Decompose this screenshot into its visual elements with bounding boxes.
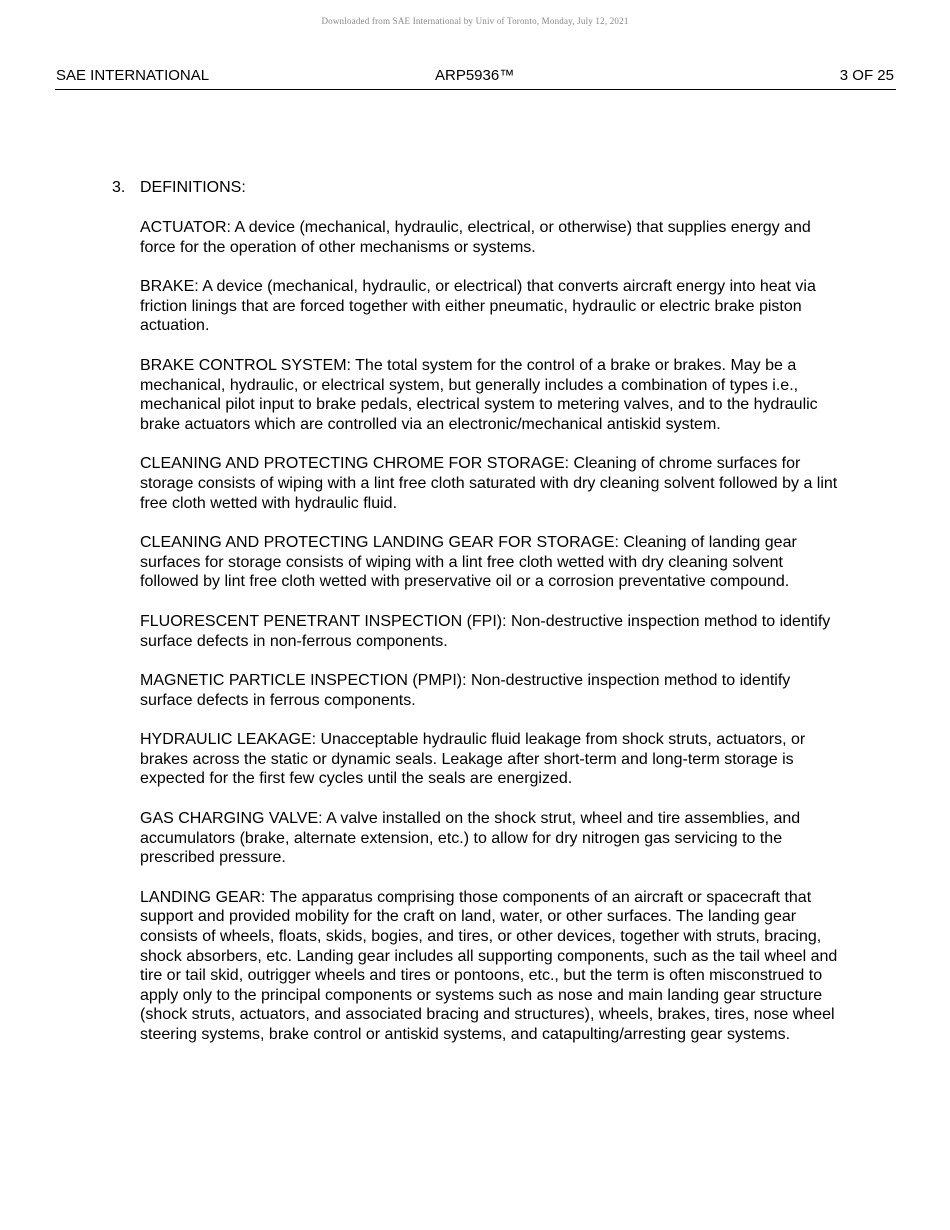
- definition-hydraulic-leakage: HYDRAULIC LEAKAGE: Unacceptable hydraulic fluid leakage from shock struts, actuators, or brakes across the static or dynamic seals. Leakage after short-term and long-term storage is expected for the first few cycles until the seals are energized.: [140, 731, 806, 788]
- section-heading: [112, 178, 246, 198]
- header-organization: SAE INTERNATIONAL: [56, 67, 210, 84]
- header-document-id: ARP5936™: [435, 67, 515, 84]
- section-title: DEFINITIONS:: [140, 179, 246, 196]
- definition-cleaning-landing-gear: CLEANING AND PROTECTING LANDING GEAR FOR STORAGE: Cleaning of landing gear surfaces for storage consists of wiping with a lint free cloth wetted with dry cleaning solvent followed by lint free cloth wetted with preservative oil or a corrosion preventative compound.: [140, 534, 797, 591]
- definition-gas-charging-valve: GAS CHARGING VALVE: A valve installed on the shock strut, wheel and tire assemblies, and accumulators (brake, alternate extension, etc.) to allow for dry nitrogen gas servicing to the prescribed pressure.: [140, 810, 801, 867]
- definitions-list: [140, 218, 840, 1065]
- page-header: [55, 67, 896, 90]
- definition-brake: BRAKE: A device (mechanical, hydraulic, or electrical) that converts aircraft energy into heat via friction linings that are forced together with either pneumatic, hydraulic or electric brake piston actuation.: [140, 278, 816, 335]
- definition-cleaning-chrome: CLEANING AND PROTECTING CHROME FOR STORAGE: Cleaning of chrome surfaces for storage consists of wiping with a lint free cloth saturated with dry cleaning solvent followed by a lint free cloth wetted with hydraulic fluid.: [140, 455, 838, 512]
- download-watermark: Downloaded from SAE International by Univ of Toronto, Monday, July 12, 2021: [321, 16, 629, 26]
- definition-actuator: ACTUATOR: A device (mechanical, hydraulic, electrical, or otherwise) that supplies energy and force for the operation of other mechanisms or systems.: [140, 219, 811, 256]
- definition-fpi: FLUORESCENT PENETRANT INSPECTION (FPI): Non-destructive inspection method to identify surface defects in non-ferrous components.: [140, 612, 831, 650]
- section-number: 3.: [112, 179, 126, 196]
- definition-brake-control-system: BRAKE CONTROL SYSTEM: The total system for the control of a brake or brakes. May be a mechanical, hydraulic, or electrical system, but generally includes a combination of types i.e., mechanical pilot input to brake pedals, electrical system to metering valves, and to the hydraulic brake actuators which are controlled via an electronic/mechanical antiskid system.: [140, 356, 818, 433]
- definition-landing-gear: LANDING GEAR: The apparatus comprising those components of an aircraft or spacecraft that support and provided mobility for the craft on land, water, or other surfaces. The landing gear consists of wheels, floats, skids, bogies, and tires, or other devices, together with struts, bracing, shock absorbers, etc. Landing gear includes all supporting components, such as the tail wheel and tire or tail skid, outrigger wheels and tires or pontoons, etc., but the term is often misconstrued to apply only to the principal components or systems such as nose and main landing gear structure (shock struts, actuators, and associated bracing and structures), wheels, brakes, tires, nose wheel steering systems, brake control or antiskid systems, and catapulting/arresting gear systems.: [140, 888, 838, 1043]
- definition-pmpi: MAGNETIC PARTICLE INSPECTION (PMPI): Non-destructive inspection method to identify surface defects in ferrous components.: [140, 672, 791, 709]
- header-page-indicator: 3 OF 25: [839, 67, 894, 84]
